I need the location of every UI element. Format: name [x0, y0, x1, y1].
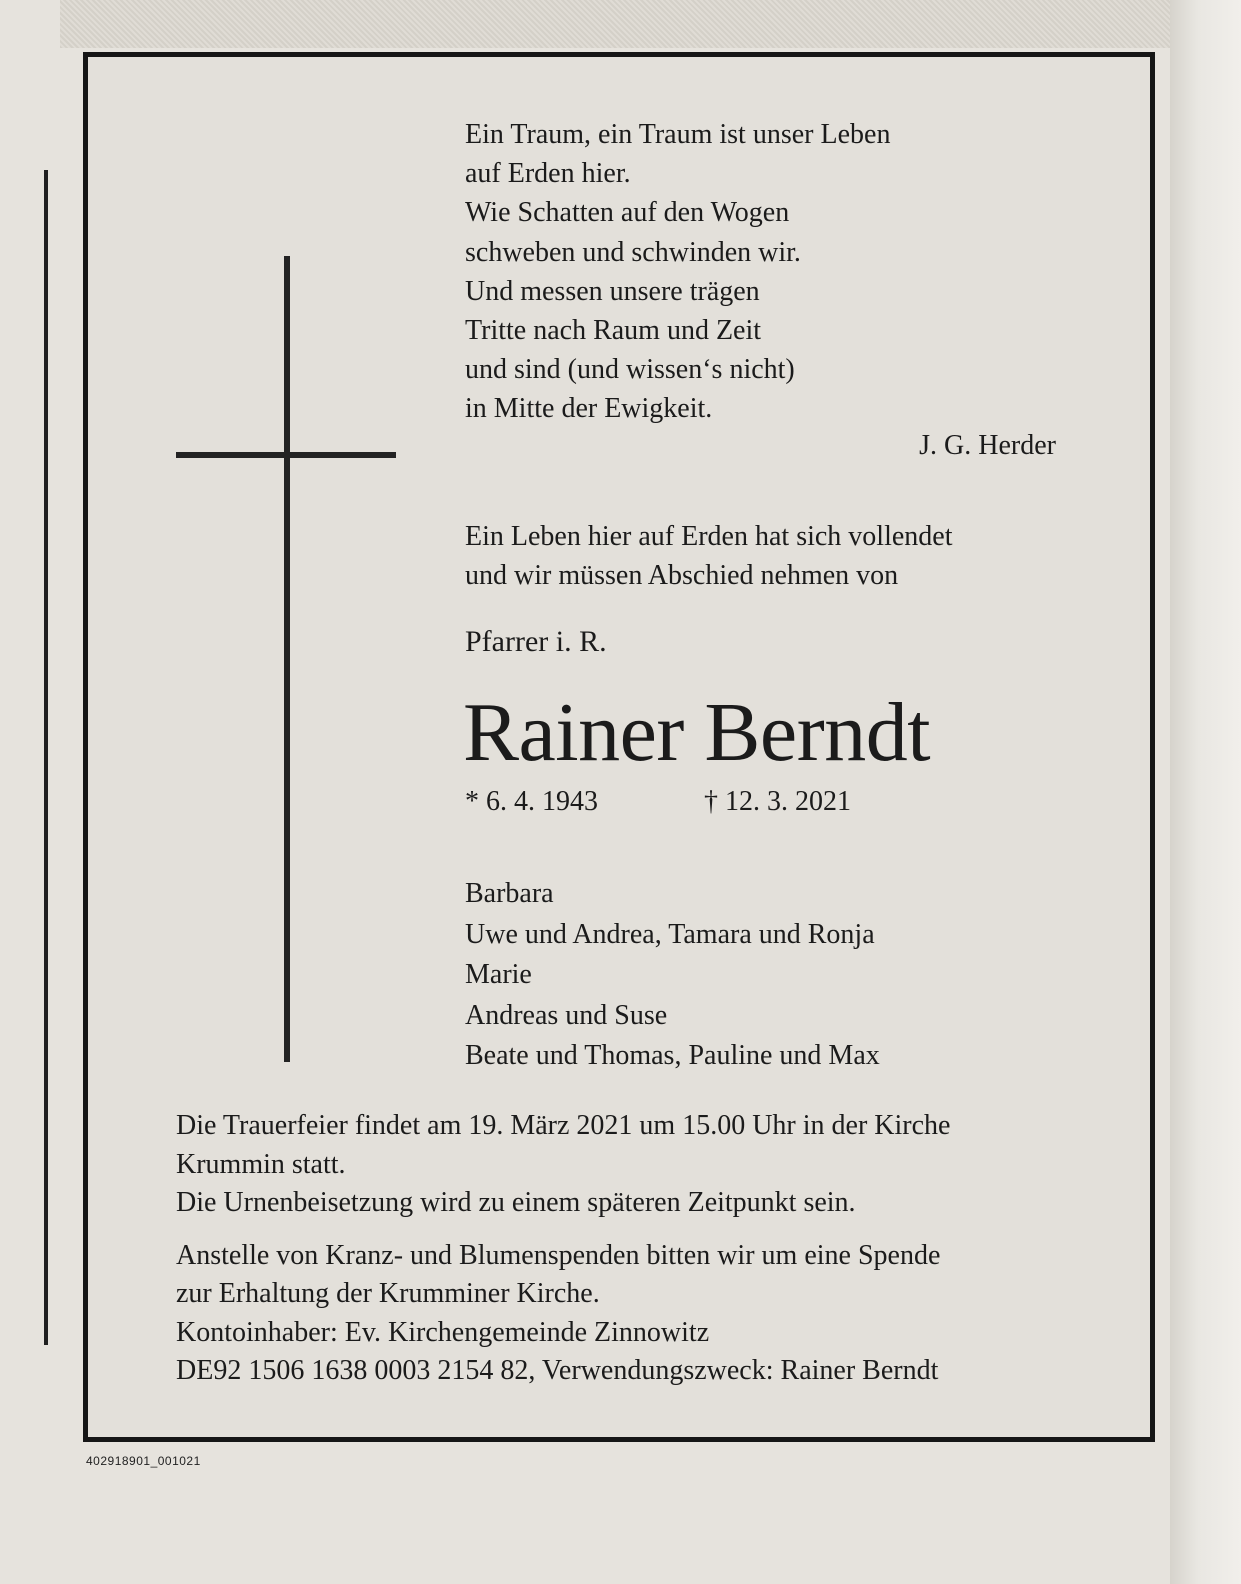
- intro-text: [465, 517, 952, 595]
- poem-line: Tritte nach Raum und Zeit: [465, 315, 762, 347]
- deceased-name: Rainer Berndt: [463, 686, 931, 779]
- intro-line: und wir müssen Abschied nehmen von: [465, 560, 899, 591]
- donation-line: Kontoinhaber: Ev. Kirchengemeinde Zinnowitz: [176, 1316, 710, 1348]
- document-id: 402918901_001021: [86, 1454, 201, 1468]
- poem-author: J. G. Herder: [919, 430, 1056, 461]
- deceased-title: Pfarrer i. R.: [465, 625, 607, 658]
- cross-icon-horizontal: [176, 452, 396, 458]
- mourner-entry: Barbara: [465, 878, 554, 909]
- donation-line: zur Erhaltung der Krumminer Kirche.: [176, 1278, 600, 1309]
- poem-line: Und messen unsere trägen: [465, 275, 760, 307]
- poem-line: und sind (und wissen‘s nicht): [465, 354, 795, 386]
- poem-line: in Mitte der Ewigkeit.: [465, 393, 713, 425]
- birth-date: * 6. 4. 1943: [465, 786, 598, 817]
- funeral-line: Die Urnenbeisetzung wird zu einem späteren Zeitpunkt sein.: [176, 1187, 856, 1218]
- left-column-rule: [44, 170, 48, 1345]
- mourner-entry: Uwe und Andrea, Tamara und Ronja: [465, 918, 875, 950]
- poem: [465, 115, 890, 429]
- intro-line: Ein Leben hier auf Erden hat sich vollendet: [465, 521, 953, 552]
- mourners-list: [465, 874, 880, 1077]
- paper-edge: [1170, 0, 1241, 1584]
- donation-line: DE92 1506 1638 0003 2154 82, Verwendungszweck: Rainer Berndt: [176, 1355, 939, 1386]
- mourner-entry: Andreas und Suse: [465, 999, 668, 1031]
- funeral-line: Die Trauerfeier findet am 19. März 2021 um 15.00 Uhr in der Kirche: [176, 1110, 951, 1141]
- paragraph-gap: [176, 1223, 950, 1237]
- death-date: † 12. 3. 2021: [704, 786, 851, 817]
- mourner-entry: Beate und Thomas, Pauline und Max: [465, 1040, 880, 1071]
- poem-line: Wie Schatten auf den Wogen: [465, 197, 790, 229]
- donation-line: Anstelle von Kranz- und Blumenspenden bitten wir um eine Spende: [176, 1239, 941, 1271]
- poem-line: Ein Traum, ein Traum ist unser Leben: [465, 119, 891, 150]
- mourner-entry: Marie: [465, 959, 532, 990]
- funeral-line: Krummin statt.: [176, 1148, 346, 1180]
- poem-line: auf Erden hier.: [465, 158, 631, 190]
- poem-line: schweben und schwinden wir.: [465, 236, 801, 268]
- funeral-details: [176, 1107, 950, 1391]
- cross-icon-vertical: [284, 256, 290, 1062]
- newsprint-top-strip: [60, 0, 1170, 48]
